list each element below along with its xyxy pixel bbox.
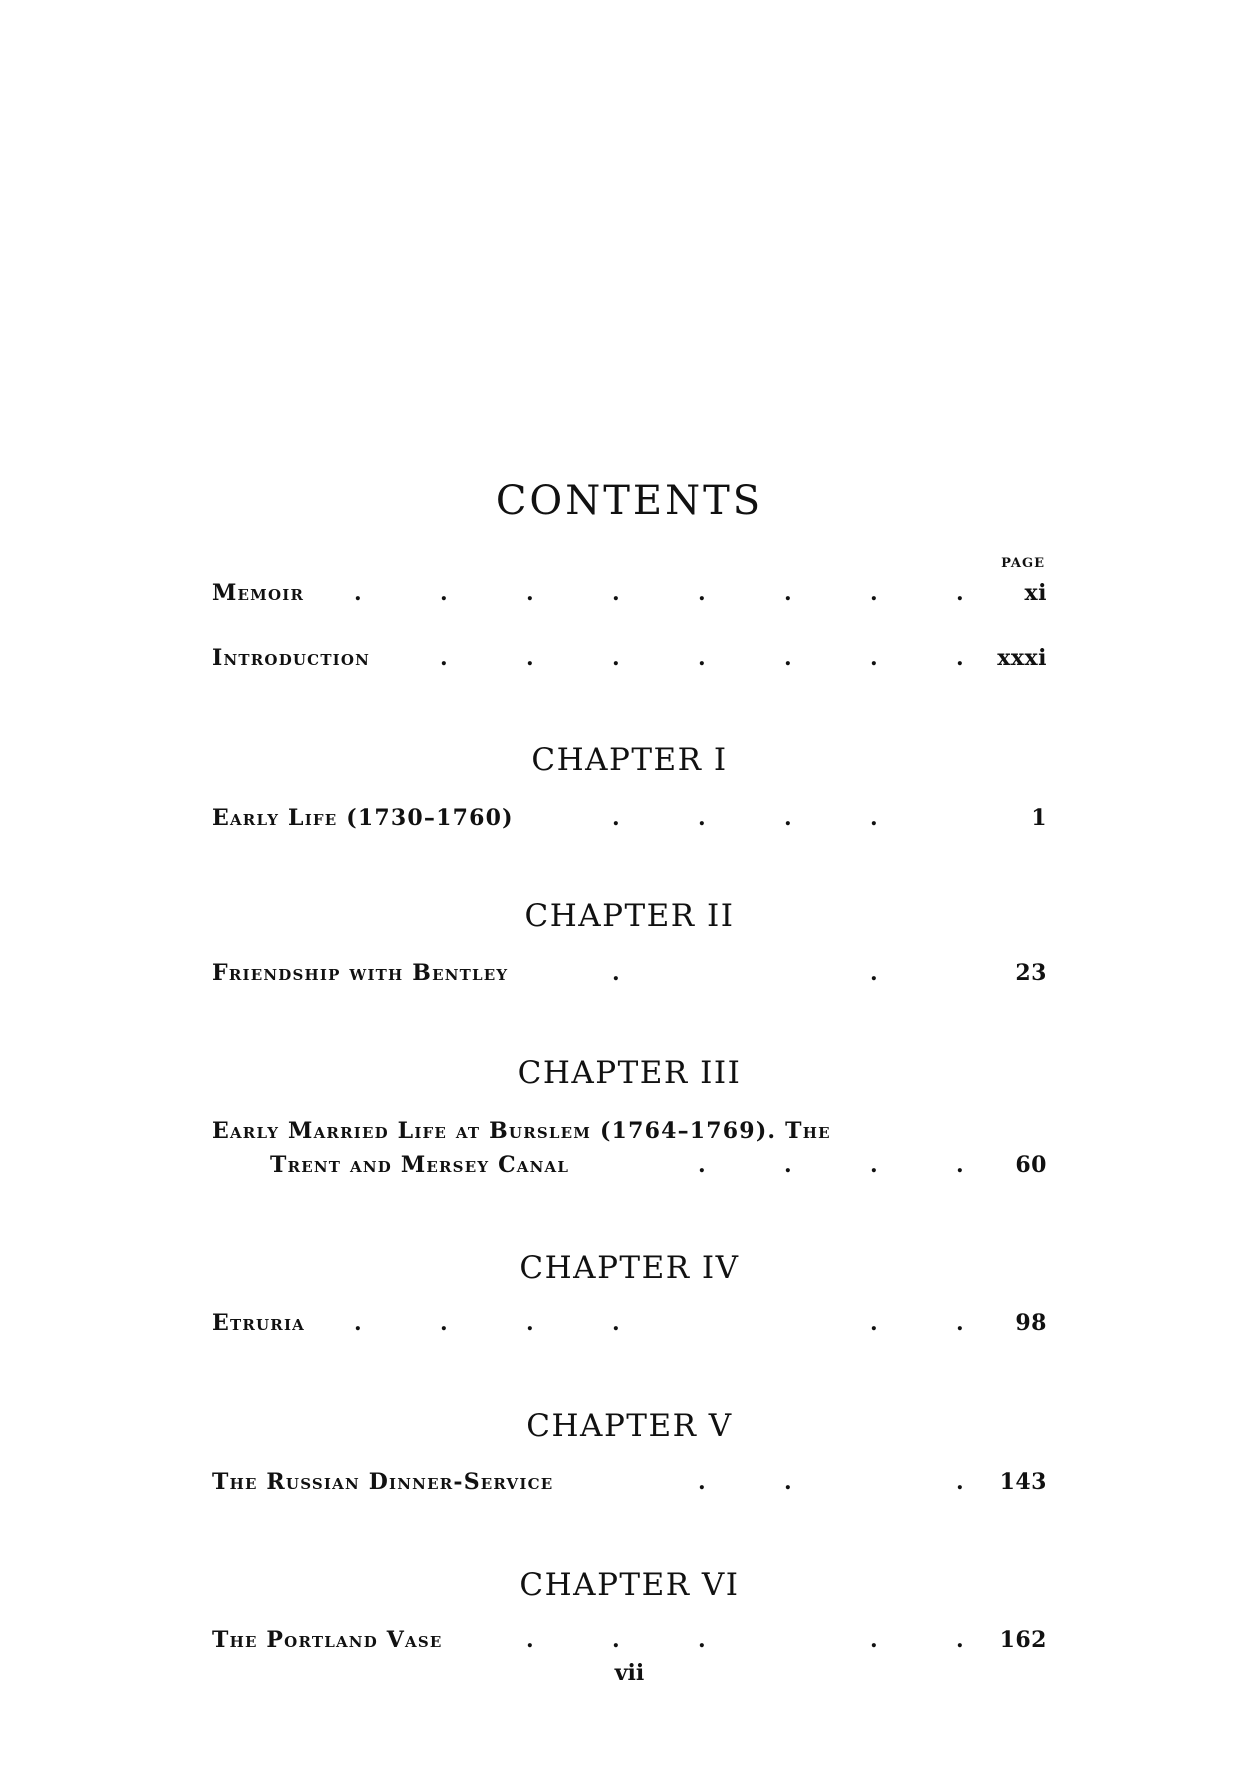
toc-entry-introduction[interactable] <box>212 645 1047 675</box>
leader-dot: . <box>526 1310 535 1336</box>
leader-dot: . <box>870 1627 879 1653</box>
leader-dot: . <box>784 805 793 831</box>
page-folio: vii <box>614 1660 645 1686</box>
toc-entry-memoir[interactable] <box>212 580 1047 610</box>
leader-dot: . <box>698 805 707 831</box>
toc-page-number: 1 <box>1031 805 1047 831</box>
chapter-heading: CHAPTER II <box>524 898 735 934</box>
leader-dot: . <box>784 645 793 671</box>
toc-entry-label: The Portland Vase <box>212 1627 443 1653</box>
leader-dot: . <box>612 805 621 831</box>
leader-dot: . <box>956 1469 965 1495</box>
leader-dot: . <box>612 1310 621 1336</box>
leader-dot: . <box>612 960 621 986</box>
leader-dot: . <box>698 645 707 671</box>
leader-dot: . <box>784 580 793 606</box>
leader-dot: . <box>870 580 879 606</box>
leader-dot: . <box>870 1310 879 1336</box>
leader-dot: . <box>870 805 879 831</box>
chapter-heading: CHAPTER VI <box>519 1567 740 1603</box>
toc-page-number: xxxi <box>997 645 1047 671</box>
toc-entry-chapter-3-line-1[interactable] <box>212 1118 1047 1148</box>
leader-dot: . <box>698 1469 707 1495</box>
leader-dot: . <box>870 1152 879 1178</box>
toc-entry-chapter-5[interactable] <box>212 1469 1047 1499</box>
toc-entry-label: Early Married Life at Burslem (1764–1769). The <box>212 1118 831 1144</box>
toc-entry-label: Memoir <box>212 580 305 606</box>
leader-dot: . <box>354 580 363 606</box>
toc-entry-label: The Russian Dinner-Service <box>212 1469 554 1495</box>
leader-dot: . <box>440 645 449 671</box>
toc-page-number: 60 <box>1015 1152 1047 1178</box>
leader-dot: . <box>612 1627 621 1653</box>
chapter-heading: CHAPTER III <box>517 1055 742 1091</box>
chapter-heading: CHAPTER I <box>531 742 728 778</box>
leader-dot: . <box>440 580 449 606</box>
toc-page-number: 143 <box>999 1469 1047 1495</box>
leader-dot: . <box>440 1310 449 1336</box>
leader-dot: . <box>526 580 535 606</box>
leader-dot: . <box>956 1627 965 1653</box>
leader-dot: . <box>956 645 965 671</box>
toc-entry-label: Trent and Mersey Canal <box>270 1152 570 1178</box>
leader-dot: . <box>956 1310 965 1336</box>
toc-page-number: xi <box>1024 580 1047 606</box>
toc-entry-label: Early Life (1730–1760) <box>212 805 514 831</box>
leader-dot: . <box>870 960 879 986</box>
toc-entry-label: Friendship with Bentley <box>212 960 509 986</box>
leader-dot: . <box>698 1627 707 1653</box>
leader-dot: . <box>354 1310 363 1336</box>
toc-entry-chapter-1[interactable] <box>212 805 1047 835</box>
leader-dot: . <box>870 645 879 671</box>
leader-dot: . <box>612 580 621 606</box>
toc-entry-chapter-3-line-2[interactable] <box>212 1152 1047 1182</box>
page-column-label: PAGE <box>1001 556 1045 571</box>
toc-entry-label: Introduction <box>212 645 371 671</box>
toc-page-number: 98 <box>1015 1310 1047 1336</box>
toc-entry-chapter-6[interactable] <box>212 1627 1047 1657</box>
toc-page-number: 23 <box>1015 960 1047 986</box>
leader-dot: . <box>784 1152 793 1178</box>
leader-dot: . <box>784 1469 793 1495</box>
leader-dot: . <box>956 580 965 606</box>
chapter-heading: CHAPTER V <box>526 1408 733 1444</box>
leader-dot: . <box>698 1152 707 1178</box>
leader-dot: . <box>698 580 707 606</box>
toc-entry-label: Etruria <box>212 1310 305 1336</box>
toc-page-number: 162 <box>999 1627 1047 1653</box>
toc-entry-chapter-4[interactable] <box>212 1310 1047 1340</box>
leader-dot: . <box>612 645 621 671</box>
leader-dot: . <box>526 645 535 671</box>
chapter-heading: CHAPTER IV <box>519 1250 740 1286</box>
leader-dot: . <box>956 1152 965 1178</box>
page-title: CONTENTS <box>495 478 764 524</box>
leader-dot: . <box>526 1627 535 1653</box>
toc-entry-chapter-2[interactable] <box>212 960 1047 990</box>
